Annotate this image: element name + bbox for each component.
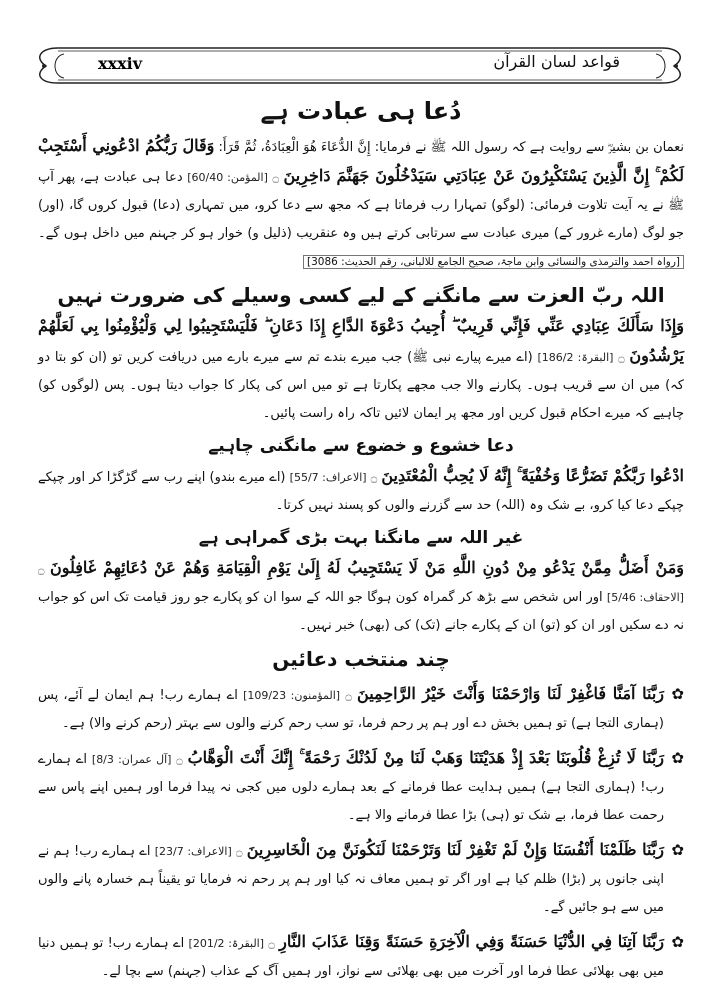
verse-translation: (اے میرے پیارے نبی ﷺ) جب میرے بندے تم سے میرے بارے میں دریافت کریں تو (ان کو بتا دو کہ) میں ان سے قریب ہوں۔ پکارنے والا جب مجھے پکارتا ہے تو میں اس کی پکار کا جواب دیتا ہوں۔ پس (لوگوں کو) چاہیے کہ میرے احکام قبول کریں اور مجھ پر ایمان لائیں تاکہ راہ راست پائیں۔ (38, 350, 684, 421)
verse-translation: (اے میرے بندو) اپنے رب سے گڑگڑا کر اور چپکے چپکے دعا کیا کرو، بے شک وہ (اللہ) حد سے گزرنے والوں کو پسند نہیں کرتا۔ (38, 470, 684, 513)
verse-end-marker: ۝ (345, 689, 352, 702)
verse-baqarah-186: وَإِذَا سَأَلَكَ عِبَادِي عَنِّي فَإِنِّي قَرِيبٌ ۖ أُجِيبُ دَعْوَةَ الدَّاعِ إِذَا دَعَانِ ۖ فَلْيَسْتَجِيبُوا لِي وَلْيُؤْمِنُوا بِي لَعَلَّهُمْ يَرْشُدُونَ (38, 316, 684, 365)
section-title-khushu: دعا خشوع و خضوع سے مانگنی چاہیے (208, 436, 514, 456)
verse-translation: اور اس شخص سے بڑھ کر گمراہ کون ہوگا جو اللہ کے سوا ان کو پکارے جو روز قیامت تک اس کو جواب نہ دے سکیں اور ان کو (تو) ان کے پکارے جانے (تک) کی (بھی) خبر نہیں۔ (38, 590, 684, 633)
verse-paragraph-araf-55 (38, 462, 684, 520)
verse-reference: [البقرۃ: 186/2] (537, 351, 614, 364)
dua-translation: اے ہمارے رب! تو ہمیں دنیا میں بھی بھلائی عطا فرما اور آخرت میں بھی بھلائی سے نواز، اور ہمیں آگ کے عذاب (جہنم) سے بچا لے۔ (38, 936, 664, 979)
verse-ghafir-60: وَقَالَ رَبُّكُمُ ادْعُونِي أَسْتَجِبْ لَكُمْ ۚ إِنَّ الَّذِينَ يَسْتَكْبِرُونَ عَنْ عِبَادَتِي سَيَدْخُلُونَ جَهَنَّمَ دَاخِرِينَ (38, 136, 684, 185)
dua-translation: اے ہمارے رب! ہم نے اپنی جانوں پر (بڑا) ظلم کیا ہے اور اگر تو ہمیں معاف نہ کیا اور ہم پر رحم نہ فرمایا تو یقیناً ہم خسارہ پانے والوں میں سے ہو جائیں گے۔ (38, 844, 664, 915)
verse-reference: [الاعراف: 23/7] (154, 845, 232, 858)
verse-end-marker: ۝ (370, 471, 378, 484)
section-title-no-wasila: اللہ ربّ العزت سے مانگنے کے لیے کسی وسیلے کی ضرورت نہیں (57, 283, 665, 307)
page-content (38, 92, 684, 992)
running-title: قواعد لسان القرآن (493, 52, 620, 71)
dua-item (38, 928, 684, 986)
hadith-paragraph (38, 132, 684, 276)
hadith-intro: نعمان بن بشیرؓ سے روایت ہے کہ رسول اللہ ﷺ نے فرمایا: إِنَّ الدُّعَاءَ هُوَ الْعِبَادَةُ، ثُمَّ قَرَأَ: (214, 140, 685, 155)
dua-arabic: رَبَّنَا آمَنَّا فَاغْفِرْ لَنَا وَارْحَمْنَا وَأَنْتَ خَيْرُ الرَّاحِمِينَ (357, 684, 664, 703)
section-title-ghair-allah: غیر اللہ سے مانگنا بہت بڑی گمراہی ہے (198, 528, 524, 548)
verse-end-marker: ۝ (268, 937, 275, 950)
verse-end-marker: ۝ (618, 351, 625, 364)
hadith-translation: دعا ہی عبادت ہے، پھر آپ ﷺ نے یہ آیت تلاوت فرمائی: (لوگو) تمہارا رب فرماتا ہے کہ مجھ سے دعا کرو، میں تمہاری (دعا) قبول کروں گا، (اور) جو لوگ (مارے غرور کے) میری عبادت سے سرتابی کرتے ہیں وہ عنقریب (ذلیل و) خوار ہو کر جہنم میں داخل ہوں گے۔ (38, 170, 684, 241)
dua-arabic: رَبَّنَا آتِنَا فِي الدُّنْيَا حَسَنَةً وَفِي الْآخِرَةِ حَسَنَةً وَقِنَا عَذَابَ النَّارِ (279, 932, 665, 951)
section-title-selected-duas: چند منتخب دعائیں (272, 647, 450, 671)
flower-bullet-icon: ✿ (671, 933, 684, 951)
dua-arabic: رَبَّنَا لَا تُزِغْ قُلُوبَنَا بَعْدَ إِذْ هَدَيْتَنَا وَهَبْ لَنَا مِنْ لَدُنْكَ رَحْمَةً ۚ إِنَّكَ أَنْتَ الْوَهَّابُ (187, 748, 665, 767)
dua-translation: اے ہمارے رب! ہم ایمان لے آئے، پس (ہماری التجا ہے) تو ہمیں بخش دے اور ہم پر رحم فرما، تو سب رحم کرنے والوں سے بہتر (رحم کرنے والا) ہے۔ (38, 688, 664, 731)
dua-item (38, 836, 684, 922)
verse-end-marker: ۝ (176, 753, 183, 766)
verse-end-marker: ۝ (38, 563, 45, 576)
verse-reference: [المؤمن: 60/40] (187, 171, 268, 184)
verse-ahqaf-5: وَمَنْ أَضَلُّ مِمَّنْ يَدْعُو مِنْ دُونِ اللَّهِ مَنْ لَا يَسْتَجِيبُ لَهُ إِلَىٰ يَوْمِ الْقِيَامَةِ وَهُمْ عَنْ دُعَائِهِمْ غَافِلُونَ (49, 558, 684, 577)
verse-reference: [آل عمران: 8/3] (91, 753, 172, 766)
verse-araf-55: ادْعُوا رَبَّكُمْ تَضَرُّعًا وَخُفْيَةً ۚ إِنَّهُ لَا يُحِبُّ الْمُعْتَدِينَ (381, 466, 684, 485)
dua-arabic: رَبَّنَا ظَلَمْنَا أَنْفُسَنَا وَإِنْ لَمْ تَغْفِرْ لَنَا وَتَرْحَمْنَا لَنَكُونَنَّ مِنَ الْخَاسِرِينَ (246, 840, 665, 859)
page-header (30, 42, 690, 90)
flower-bullet-icon: ✿ (671, 749, 684, 767)
verse-reference: [المؤمنون: 109/23] (243, 689, 341, 702)
hadith-source: [رواہ احمد والترمذی والنسائی وابن ماجۃ، صحیح الجامع للالبانی، رقم الحدیث: 3086] (303, 255, 684, 269)
section-title-dua-ibadat: دُعا ہی عبادت ہے (260, 97, 462, 125)
verse-paragraph-ahqaf-5 (38, 554, 684, 640)
dua-item (38, 680, 684, 738)
dua-item (38, 744, 684, 830)
dua-translation: اے ہمارے رب! (ہماری التجا ہے) ہمیں ہدایت عطا فرمانے کے بعد ہمارے دلوں میں کجی نہ پیدا فرما اور ہمیں اپنے پاس سے رحمت عطا فرما، بے شک تو (ہی) بڑا عطا فرمانے والا ہے۔ (38, 752, 664, 823)
verse-reference: [الاعراف: 55/7] (289, 471, 367, 484)
verse-reference: [البقرۃ: 201/2] (188, 937, 265, 950)
flower-bullet-icon: ✿ (671, 685, 684, 703)
flower-bullet-icon: ✿ (671, 841, 684, 859)
verse-end-marker: ۝ (272, 171, 279, 184)
page-number: xxxiv (98, 54, 142, 73)
verse-paragraph-baqarah-186 (38, 312, 684, 428)
verse-reference: [الاحقاف: 5/46] (606, 591, 684, 604)
verse-end-marker: ۝ (236, 845, 243, 858)
